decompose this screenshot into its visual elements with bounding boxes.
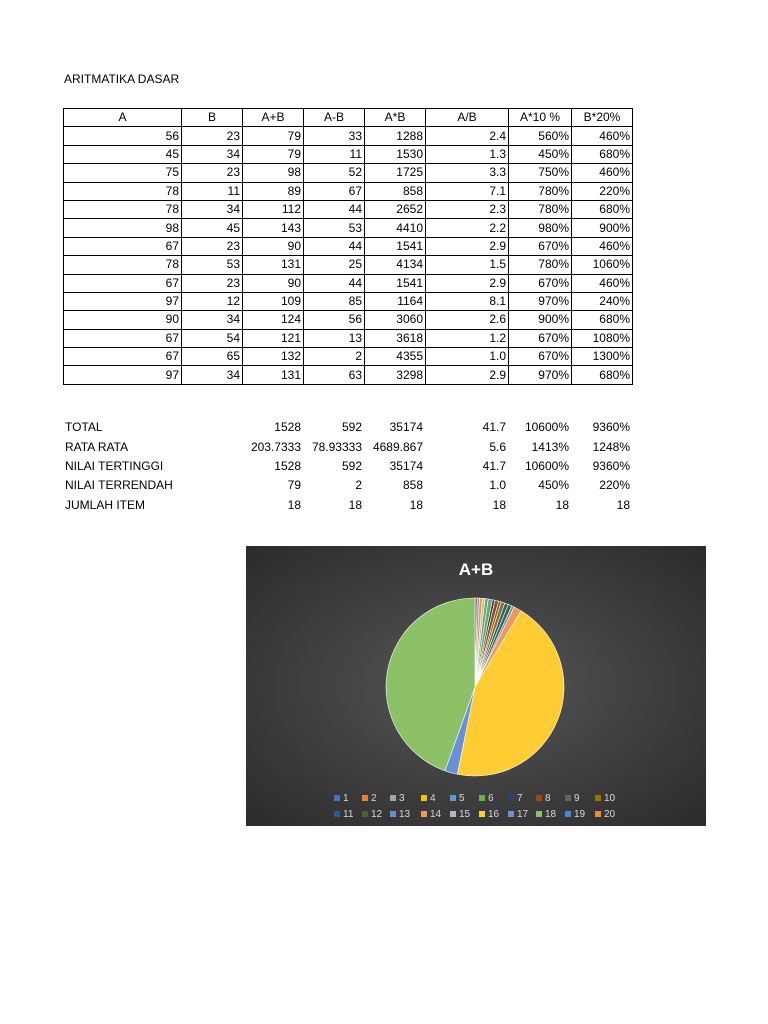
table-cell[interactable]: 44 [304, 237, 365, 255]
table-cell[interactable]: 23 [182, 274, 243, 292]
table-cell[interactable]: 240% [572, 292, 633, 310]
table-cell[interactable]: 98 [243, 164, 304, 182]
legend-swatch [536, 795, 542, 801]
legend-label: 10 [604, 793, 616, 804]
summary-row [63, 496, 632, 515]
summary-cell[interactable]: 1528 [274, 458, 301, 473]
table-cell[interactable]: 143 [243, 219, 304, 237]
header-a-minus-b[interactable]: A-B [304, 109, 365, 127]
table-cell[interactable]: 78 [64, 256, 182, 274]
table-cell[interactable]: 67 [304, 182, 365, 200]
table-cell[interactable]: 53 [182, 256, 243, 274]
table-cell[interactable]: 78 [64, 182, 182, 200]
table-cell[interactable]: 90 [64, 311, 182, 329]
table-row [64, 311, 633, 329]
table-cell[interactable]: 11 [182, 182, 243, 200]
table-cell[interactable]: 54 [182, 329, 243, 347]
legend-swatch [595, 811, 601, 817]
table-cell[interactable]: 12 [182, 292, 243, 310]
legend-swatch [421, 811, 427, 817]
table-cell[interactable]: 1080% [572, 329, 633, 347]
table-cell[interactable]: 112 [243, 200, 304, 218]
legend-item-16[interactable] [479, 809, 500, 820]
summary-cell[interactable]: 4689.867 [372, 439, 423, 454]
summary-cell[interactable]: 10600% [524, 420, 569, 435]
data-table [63, 108, 633, 385]
summary-cell[interactable]: 2 [355, 478, 362, 493]
table-cell[interactable]: 109 [243, 292, 304, 310]
legend-swatch [334, 811, 340, 817]
summary-cell[interactable]: 1528 [274, 420, 301, 435]
legend-swatch [390, 811, 396, 817]
summary-cell[interactable]: 10600% [524, 458, 569, 473]
table-cell[interactable]: 7.1 [426, 182, 509, 200]
header-a[interactable]: A [64, 109, 182, 127]
table-row [64, 200, 633, 218]
table-cell[interactable]: 65 [182, 348, 243, 366]
summary-cell[interactable]: 35174 [389, 458, 423, 473]
legend-swatch [479, 795, 485, 801]
table-cell[interactable]: 79 [243, 145, 304, 163]
legend-item-3[interactable] [390, 793, 405, 804]
table-cell[interactable]: 78 [64, 200, 182, 218]
summary-cell[interactable]: 203.7333 [250, 439, 301, 454]
table-row [64, 237, 633, 255]
legend-swatch [536, 811, 542, 817]
summary-row [63, 418, 632, 437]
table-cell[interactable]: 75 [64, 164, 182, 182]
legend-item-18[interactable] [536, 809, 557, 820]
summary-row [63, 457, 632, 476]
table-cell[interactable]: 3.3 [426, 164, 509, 182]
table-cell[interactable]: 3618 [365, 329, 426, 347]
table-cell[interactable]: 1.0 [426, 348, 509, 366]
table-cell[interactable]: 2 [304, 348, 365, 366]
legend-swatch [508, 795, 514, 801]
summary-cell[interactable]: 18 [555, 497, 569, 512]
summary-cell[interactable]: 1248% [592, 439, 630, 454]
summary-cell[interactable]: 5.6 [489, 439, 506, 454]
table-cell[interactable]: 89 [243, 182, 304, 200]
table-cell[interactable]: 2.3 [426, 200, 509, 218]
legend-item-6[interactable] [479, 793, 494, 804]
legend-swatch [390, 795, 396, 801]
legend-swatch [450, 811, 456, 817]
table-cell[interactable]: 11 [304, 145, 365, 163]
summary-cell[interactable]: 18 [348, 497, 362, 512]
table-row [64, 182, 633, 200]
pie-chart [246, 546, 706, 826]
summary-cell[interactable]: 78.93333 [311, 439, 362, 454]
summary-cell[interactable]: 592 [341, 420, 362, 435]
legend-item-2[interactable] [362, 793, 377, 804]
table-cell[interactable]: 780% [509, 182, 572, 200]
table-cell[interactable]: 4355 [365, 348, 426, 366]
legend-item-8[interactable] [536, 793, 551, 804]
legend-item-1[interactable] [334, 793, 349, 804]
table-cell[interactable]: 670% [509, 348, 572, 366]
table-cell[interactable]: 670% [509, 329, 572, 347]
legend-label: 20 [604, 809, 616, 820]
table-cell[interactable]: 900% [572, 219, 633, 237]
table-cell[interactable]: 2652 [365, 200, 426, 218]
table-cell[interactable]: 2.4 [426, 127, 509, 145]
table-row [64, 274, 633, 292]
summary-cell[interactable]: 1.0 [489, 478, 506, 493]
table-cell[interactable]: 780% [509, 200, 572, 218]
table-cell[interactable]: 1.3 [426, 145, 509, 163]
table-cell[interactable]: 79 [243, 127, 304, 145]
legend-label: 3 [399, 793, 405, 804]
legend-label: 15 [459, 809, 471, 820]
table-cell[interactable]: 3060 [365, 311, 426, 329]
table-cell[interactable]: 680% [572, 145, 633, 163]
table-row [64, 329, 633, 347]
table-cell[interactable]: 970% [509, 292, 572, 310]
legend-swatch [479, 811, 485, 817]
legend-label: 4 [430, 793, 436, 804]
summary-label: JUMLAH ITEM [65, 497, 146, 512]
summary-cell[interactable]: 18 [409, 497, 423, 512]
header-b[interactable]: B [182, 109, 243, 127]
summary-cell[interactable]: 18 [616, 497, 630, 512]
table-row [64, 366, 633, 384]
chart-title: A+B [458, 560, 494, 579]
table-cell[interactable]: 1725 [365, 164, 426, 182]
table-cell[interactable]: 124 [243, 311, 304, 329]
table-cell[interactable]: 1300% [572, 348, 633, 366]
table-cell[interactable]: 52 [304, 164, 365, 182]
table-row [64, 145, 633, 163]
table-cell[interactable]: 670% [509, 274, 572, 292]
table-cell[interactable]: 23 [182, 127, 243, 145]
header-a-times-b[interactable]: A*B [365, 109, 426, 127]
summary-cell[interactable]: 41.7 [482, 420, 506, 435]
summary-cell[interactable]: 41.7 [482, 458, 506, 473]
table-cell[interactable]: 67 [64, 348, 182, 366]
table-cell[interactable]: 2.9 [426, 366, 509, 384]
table-row [64, 348, 633, 366]
legend-label: 12 [371, 809, 383, 820]
table-cell[interactable]: 1164 [365, 292, 426, 310]
table-cell[interactable]: 97 [64, 292, 182, 310]
table-cell[interactable]: 45 [64, 145, 182, 163]
table-cell[interactable]: 8.1 [426, 292, 509, 310]
table-cell[interactable]: 97 [64, 366, 182, 384]
summary-cell[interactable]: 35174 [389, 420, 423, 435]
legend-label: 11 [343, 809, 354, 820]
table-cell[interactable]: 3298 [365, 366, 426, 384]
summary-cell[interactable]: 220% [599, 478, 630, 493]
table-cell[interactable]: 34 [182, 145, 243, 163]
table-cell[interactable]: 680% [572, 200, 633, 218]
legend-swatch [565, 811, 571, 817]
table-cell[interactable]: 25 [304, 256, 365, 274]
summary-label: NILAI TERRENDAH [65, 478, 173, 493]
legend-label: 18 [545, 809, 557, 820]
table-cell[interactable]: 56 [304, 311, 365, 329]
summary-cell[interactable]: 79 [287, 478, 301, 493]
legend-item-5[interactable] [450, 793, 465, 804]
table-cell[interactable]: 33 [304, 127, 365, 145]
summary-cell[interactable]: 18 [287, 497, 301, 512]
header-a-div-b[interactable]: A/B [426, 109, 509, 127]
table-cell[interactable]: 1541 [365, 237, 426, 255]
legend-item-10[interactable] [595, 793, 616, 804]
table-cell[interactable]: 680% [572, 311, 633, 329]
table-cell[interactable]: 2.2 [426, 219, 509, 237]
table-cell[interactable]: 98 [64, 219, 182, 237]
table-cell[interactable]: 1.5 [426, 256, 509, 274]
table-cell[interactable]: 45 [182, 219, 243, 237]
summary-label: NILAI TERTINGGI [65, 458, 164, 473]
table-cell[interactable]: 131 [243, 366, 304, 384]
table-cell[interactable]: 34 [182, 311, 243, 329]
table-cell[interactable]: 90 [243, 274, 304, 292]
summary-row [63, 476, 632, 495]
table-cell[interactable]: 1060% [572, 256, 633, 274]
legend-swatch [450, 795, 456, 801]
legend-item-19[interactable] [565, 809, 586, 820]
table-cell[interactable]: 34 [182, 366, 243, 384]
legend-swatch [334, 795, 340, 801]
table-cell[interactable]: 63 [304, 366, 365, 384]
legend-label: 5 [459, 793, 465, 804]
summary-cell[interactable]: 858 [402, 478, 423, 493]
summary-label: TOTAL [65, 420, 103, 435]
table-cell[interactable]: 67 [64, 237, 182, 255]
legend-label: 17 [517, 809, 529, 820]
summary-label: RATA RATA [65, 439, 129, 454]
summary-cell[interactable]: 450% [538, 478, 569, 493]
table-cell[interactable]: 121 [243, 329, 304, 347]
summary-cell[interactable]: 9360% [592, 420, 630, 435]
legend-label: 2 [371, 793, 377, 804]
summary-cell[interactable]: 1413% [531, 439, 569, 454]
legend-swatch [362, 795, 368, 801]
header-a-plus-b[interactable]: A+B [243, 109, 304, 127]
table-cell[interactable]: 1541 [365, 274, 426, 292]
legend-item-4[interactable] [421, 793, 436, 804]
table-cell[interactable]: 2.9 [426, 274, 509, 292]
table-cell[interactable]: 460% [572, 127, 633, 145]
summary-table [63, 418, 632, 515]
table-row [64, 292, 633, 310]
document-title: ARITMATIKA DASAR [64, 72, 180, 86]
summary-row [63, 437, 632, 456]
legend-label: 8 [545, 793, 551, 804]
pie-chart-panel[interactable] [246, 546, 706, 826]
table-cell[interactable]: 4134 [365, 256, 426, 274]
table-cell[interactable]: 56 [64, 127, 182, 145]
table-cell[interactable]: 2.6 [426, 311, 509, 329]
table-cell[interactable]: 560% [509, 127, 572, 145]
legend-item-11[interactable] [334, 809, 354, 820]
table-header-row [64, 109, 633, 127]
table-cell[interactable]: 23 [182, 237, 243, 255]
table-cell[interactable]: 1.2 [426, 329, 509, 347]
legend-label: 9 [574, 793, 580, 804]
table-cell[interactable]: 980% [509, 219, 572, 237]
table-cell[interactable]: 53 [304, 219, 365, 237]
table-cell[interactable]: 90 [243, 237, 304, 255]
legend-label: 16 [488, 809, 500, 820]
summary-cell[interactable]: 592 [341, 458, 362, 473]
legend-label: 13 [399, 809, 411, 820]
legend-item-13[interactable] [390, 809, 411, 820]
table-cell[interactable]: 85 [304, 292, 365, 310]
legend-item-7[interactable] [508, 793, 523, 804]
table-cell[interactable]: 132 [243, 348, 304, 366]
table-cell[interactable]: 750% [509, 164, 572, 182]
table-cell[interactable]: 460% [572, 237, 633, 255]
table-cell[interactable]: 4410 [365, 219, 426, 237]
legend-item-9[interactable] [565, 793, 580, 804]
table-cell[interactable]: 460% [572, 274, 633, 292]
table-cell[interactable]: 450% [509, 145, 572, 163]
legend-swatch [565, 795, 571, 801]
table-cell[interactable]: 23 [182, 164, 243, 182]
table-row [64, 219, 633, 237]
legend-swatch [421, 795, 427, 801]
legend-item-17[interactable] [508, 809, 529, 820]
legend-swatch [362, 811, 368, 817]
legend-item-15[interactable] [450, 809, 471, 820]
summary-cell[interactable]: 9360% [592, 458, 630, 473]
table-row [64, 256, 633, 274]
table-row [64, 127, 633, 145]
summary-cell[interactable]: 18 [492, 497, 506, 512]
table-cell[interactable]: 67 [64, 274, 182, 292]
legend-label: 6 [488, 793, 494, 804]
legend-label: 7 [517, 793, 523, 804]
table-cell[interactable]: 858 [365, 182, 426, 200]
legend-swatch [595, 795, 601, 801]
legend-item-12[interactable] [362, 809, 383, 820]
table-cell[interactable]: 2.9 [426, 237, 509, 255]
table-cell[interactable]: 220% [572, 182, 633, 200]
header-b-times-20-percent[interactable]: B*20% [572, 109, 633, 127]
legend-label: 19 [574, 809, 586, 820]
header-a-times-10-percent[interactable]: A*10 % [509, 109, 572, 127]
table-cell[interactable]: 970% [509, 366, 572, 384]
legend-item-14[interactable] [421, 809, 442, 820]
table-cell[interactable]: 460% [572, 164, 633, 182]
legend-label: 1 [343, 793, 349, 804]
legend-item-20[interactable] [595, 809, 616, 820]
table-cell[interactable]: 44 [304, 200, 365, 218]
table-cell[interactable]: 780% [509, 256, 572, 274]
legend-swatch [508, 811, 514, 817]
table-cell[interactable]: 900% [509, 311, 572, 329]
table-row [64, 164, 633, 182]
table-cell[interactable]: 34 [182, 200, 243, 218]
table-cell[interactable]: 680% [572, 366, 633, 384]
table-cell[interactable]: 1288 [365, 127, 426, 145]
table-cell[interactable]: 13 [304, 329, 365, 347]
table-cell[interactable]: 1530 [365, 145, 426, 163]
legend-label: 14 [430, 809, 442, 820]
table-cell[interactable]: 67 [64, 329, 182, 347]
table-cell[interactable]: 670% [509, 237, 572, 255]
table-cell[interactable]: 131 [243, 256, 304, 274]
table-cell[interactable]: 44 [304, 274, 365, 292]
